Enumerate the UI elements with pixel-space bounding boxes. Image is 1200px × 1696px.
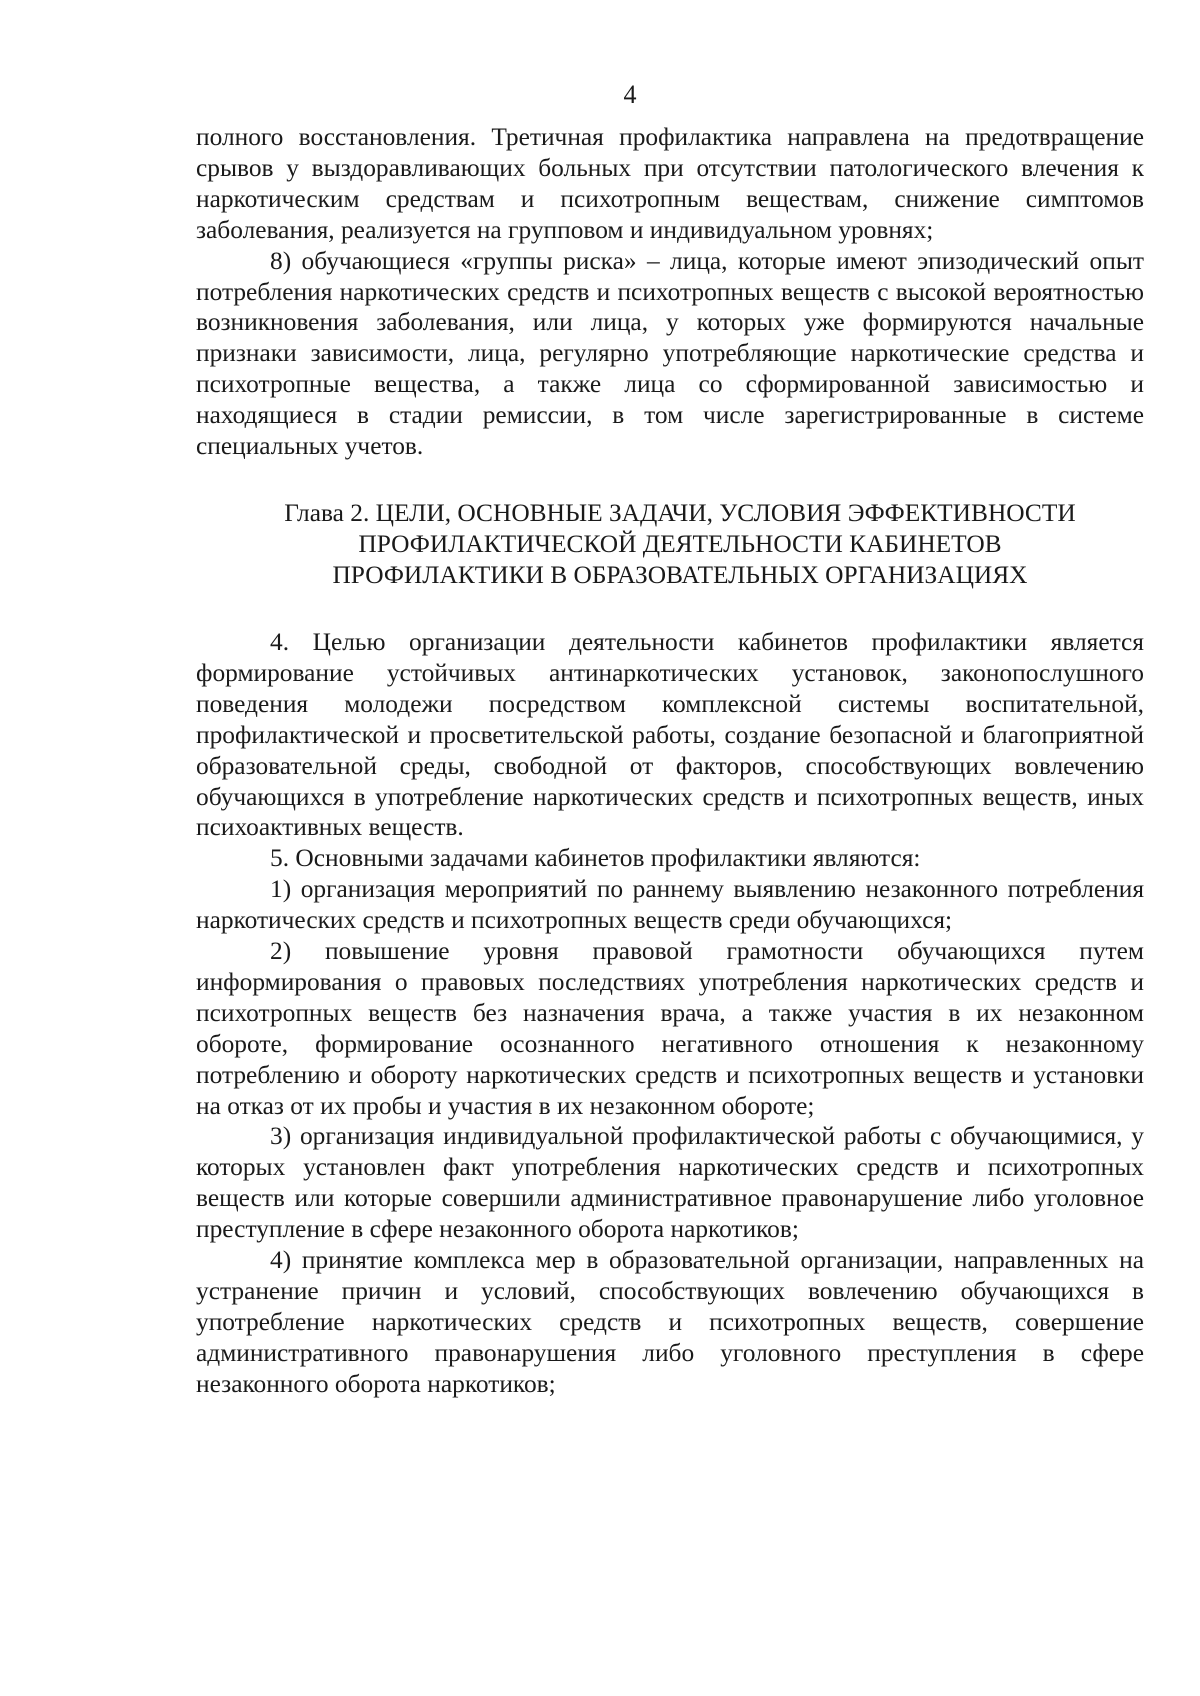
chapter-heading-line: ПРОФИЛАКТИЧЕСКОЙ ДЕЯТЕЛЬНОСТИ КАБИНЕТОВ	[358, 529, 1002, 558]
paragraphs-before-heading	[196, 122, 1144, 462]
paragraph: 1) организация мероприятий по раннему выявлению незаконного потребления наркотических средств и психотропных веществ среди обучающихся;	[196, 875, 1144, 935]
chapter-heading-line: Глава 2. ЦЕЛИ, ОСНОВНЫЕ ЗАДАЧИ, УСЛОВИЯ ЭФФЕКТИВНОСТИ	[284, 498, 1076, 527]
paragraph: 4. Целью организации деятельности кабинетов профилактики является формирование устойчивых антинаркотических установок, законопослушного поведения молодежи посредством комплексной системы воспитательной, профилактической и просветительской работы, создание безопасной и благоприятной образовательной среды, свободной от факторов, способствующих вовлечению обучающихся в употребление наркотических средств и психотропных веществ, иных психоактивных веществ.	[196, 627, 1144, 842]
paragraph: 8) обучающиеся «группы риска» – лица, которые имеют эпизодический опыт потребления наркотических средств и психотропных веществ с высокой вероятностью возникновения заболевания, или лица, у которых уже формируются начальные признаки зависимости, лица, регулярно употребляющие наркотические средства и психотропные вещества, а также лица со сформированной зависимостью и находящиеся в стадии ремиссии, в том числе зарегистрированные в системе специальных учетов.	[196, 246, 1144, 461]
paragraphs-after-heading	[196, 627, 1144, 1400]
chapter-heading-line: ПРОФИЛАКТИКИ В ОБРАЗОВАТЕЛЬНЫХ ОРГАНИЗАЦИЯХ	[332, 560, 1028, 589]
page-number: 4	[623, 80, 637, 109]
chapter-heading	[196, 498, 1144, 591]
document-body	[196, 122, 1144, 1400]
paragraph: полного восстановления. Третичная профилактика направлена на предотвращение срывов у выздоравливающих больных при отсутствии патологического влечения к наркотическим средствам и психотропным веществам, снижение симптомов заболевания, реализуется на групповом и индивидуальном уровнях;	[196, 123, 1144, 244]
paragraph: 2) повышение уровня правовой грамотности обучающихся путем информирования о правовых последствиях употребления наркотических средств и психотропных веществ без назначения врача, а также участия в их незаконном обороте, формирование осознанного негативного отношения к незаконному потреблению и обороту наркотических средств и психотропных веществ и установки на отказ от их пробы и участия в их незаконном обороте;	[196, 937, 1144, 1120]
paragraph: 4) принятие комплекса мер в образовательной организации, направленных на устранение причин и условий, способствующих вовлечению обучающихся в употребление наркотических средств и психотропных веществ, совершение административного правонарушения либо уголовного преступления в сфере незаконного оборота наркотиков;	[196, 1246, 1144, 1398]
paragraph: 5. Основными задачами кабинетов профилактики являются:	[270, 844, 921, 873]
paragraph: 3) организация индивидуальной профилактической работы с обучающимися, у которых установлен факт употребления наркотических средств и психотропных веществ или которые совершили административное правонарушение либо уголовное преступление в сфере незаконного оборота наркотиков;	[196, 1122, 1144, 1244]
